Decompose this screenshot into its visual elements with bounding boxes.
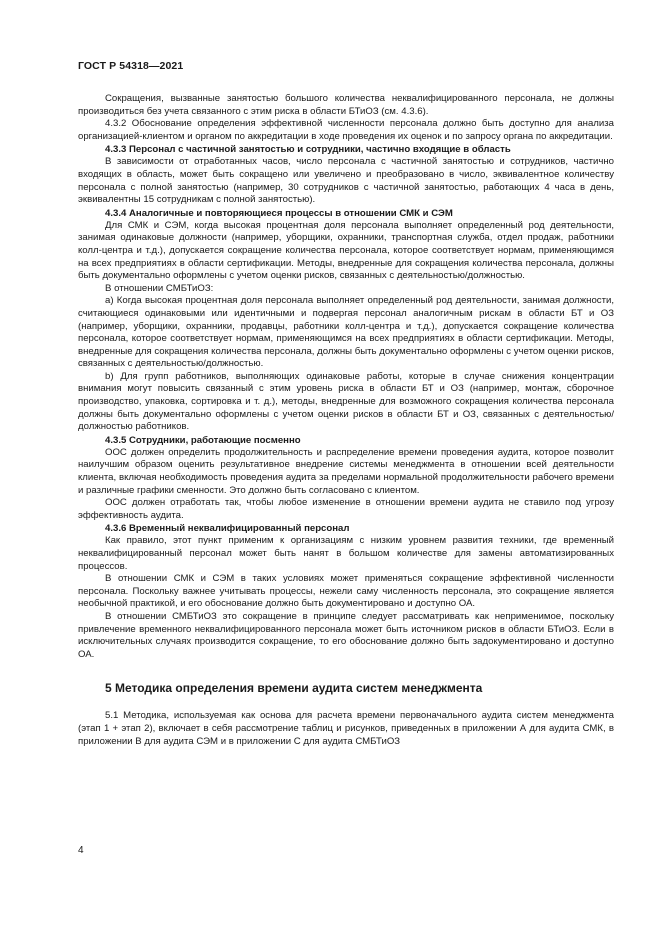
page-number: 4 <box>78 845 84 856</box>
section-heading-4-3-5: 4.3.5 Сотрудники, работающие посменно <box>105 434 301 446</box>
paragraph: Как правило, этот пункт применим к организациям с низким уровнем развития техники, где временный неквалифицированный персонал может быть нанят в большом количестве для замены автоматизированных процессов. <box>78 535 614 572</box>
section-heading-4-3-4: 4.3.4 Аналогичные и повторяющиеся процессы в отношении СМК и СЭМ <box>105 207 453 219</box>
document-header-id: ГОСТ Р 54318—2021 <box>78 60 184 72</box>
document-body <box>78 93 614 748</box>
paragraph: В зависимости от отработанных часов, число персонала с частичной занятостью и сотрудников, частично входящих в область, может быть сокращено или увеличено и преобразовано в число, эквивалентное количеству персонала с полной занятостью (например, 30 сотрудников с частичной занятостью, работающих 4 часа в день, эквивалентны 15 сотрудникам с полной занятостью). <box>78 156 614 206</box>
list-item-a: a) Когда высокая процентная доля персонала выполняет определенный род деятельности, занимая должности, считающиеся одинаковыми или идентичными и подвергая персонал аналогичным рискам в области БТ и ОЗ (например, уборщики, охранники, продавцы, работники колл-центра и т.д.), допускается сокращение количества персонала, которое соответствует нормам, применяющимся на всех предприятиях в области сертификации. Методы, внедренные для сокращения количества персонала, должны быть документально оформлены с учетом оценки рисков, связанных с деятельностью/должностью. <box>78 295 614 370</box>
paragraph: ООС должен определить продолжительность и распределение времени проведения аудита, которое позволит наилучшим образом оценить результативное внедрение системы менеджмента в отношении всей деятельности клиента, включая необходимость проведения аудита за пределами нормальной продолжительности рабочего времени и различные графики сменности. Это должно быть согласовано с клиентом. <box>78 446 614 496</box>
paragraph: 4.3.2 Обоснование определения эффективной численности персонала должно быть доступно для анализа организацией-клиентом и органом по аккредитации в ходе проведения их оценок и по запросу органа по аккредитации. <box>78 118 614 142</box>
section-heading-4-3-3: 4.3.3 Персонал с частичной занятостью и сотрудники, частично входящие в область <box>105 144 511 156</box>
section-heading-5: 5 Методика определения времени аудита систем менеджмента <box>105 681 483 696</box>
paragraph: В отношении СМБТиОЗ это сокращение в принципе следует рассматривать как неприменимое, поскольку привлечение временного неквалифицированного персонала может быть источником рисков в области БТиОЗ. Если в исключительных случаях производится сокращение, то его обоснование должно быть задокументировано и доступно ОА. <box>78 610 614 660</box>
paragraph: В отношении СМК и СЭМ в таких условиях может применяться сокращение эффективной численности персонала. Поскольку важнее учитывать процессы, нежели саму численность персонала, это сокращение является необычной практикой, и его обоснование должно быть документировано и доступно ОА. <box>78 573 614 610</box>
section-heading-4-3-6: 4.3.6 Временный неквалифицированный персонал <box>105 523 350 535</box>
paragraph: 5.1 Методика, используемая как основа для расчета времени первоначального аудита систем менеджмента (этап 1 + этап 2), включает в себя рассмотрение таблиц и рисунков, приведенных в приложении А для аудита СМК, в приложении В для аудита СЭМ и в приложении С для аудита СМБТиОЗ <box>78 710 614 747</box>
paragraph: Сокращения, вызванные занятостью большого количества неквалифицированного персонала, не должны производиться без учета связанного с этим риска в области БТиОЗ (см. 4.3.6). <box>78 93 614 117</box>
paragraph: ООС должен отработать так, чтобы любое изменение в отношении времени аудита не ставило под угрозу эффективность аудита. <box>78 497 614 521</box>
list-item-b: b) Для групп работников, выполняющих одинаковые работы, которые в случае снижения концентрации внимания могут повысить связанный с этим уровень риска в области БТ и ОЗ (например, монтаж, сборочное производство, упаковка, сортировка и т. д.), методы, внедренные для возможного сокращения количества персонала должны быть документально оформлены с учетом оценки рисков в области БТ и ОЗ, связанных с деятельностью/должностью работников. <box>78 370 614 433</box>
paragraph: В отношении СМБТиОЗ: <box>105 282 214 294</box>
paragraph: Для СМК и СЭМ, когда высокая процентная доля персонала выполняет определенный род деятельности, занимая одинаковые должности (например, уборщики, охранники, транспортная служба, отдел продаж, работники колл-центра и т.д.), допускается сокращение количества персонала, которое соответствует нормам, применяющимся на всех предприятиях в области сертификации. Методы, внедренные для сокращения количества персонала, должны быть документально оформлены с учетом оценки рисков, связанных с деятельностью/должностью. <box>78 219 614 282</box>
